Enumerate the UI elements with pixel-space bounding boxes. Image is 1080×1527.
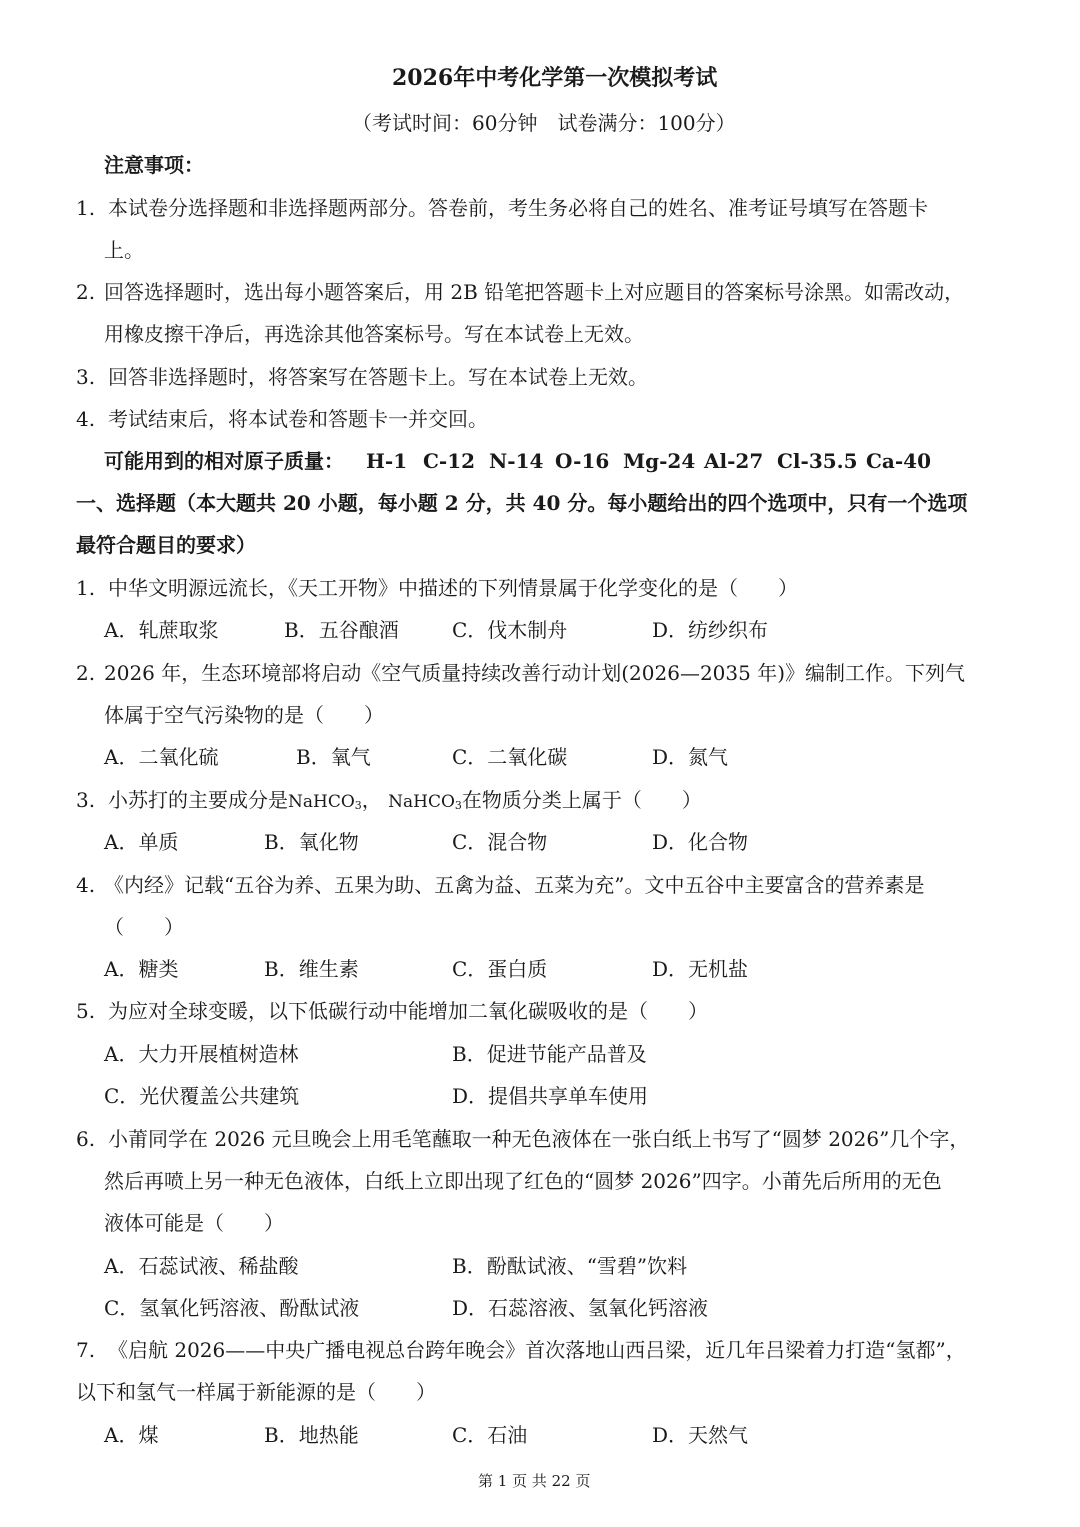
option-b: B．氧气 [296, 745, 371, 769]
notice-item-text: 本试卷分选择题和非选择题两部分。答卷前，考生务必将自己的姓名、准考证号填写在答题卡 [108, 196, 928, 220]
option-c: C．石油 [452, 1423, 528, 1447]
notice-item-text: 用橡皮擦干净后，再选涂其他答案标号。写在本试卷上无效。 [104, 322, 644, 346]
atomic-mass-value: C-12 [423, 449, 476, 473]
option-d: D．化合物 [652, 830, 749, 854]
notice-item-text: 考试结束后，将本试卷和答题卡一并交回。 [108, 407, 488, 431]
option-d: D．无机盐 [652, 957, 749, 981]
question-number: 5. [76, 999, 96, 1023]
question-text: 为应对全球变暖，以下低碳行动中能增加二氧化碳吸收的是（ ） [108, 999, 708, 1023]
option-d: D．提倡共享单车使用 [452, 1084, 649, 1108]
notice-item-text: 回答非选择题时，将答案写在答题卡上。写在本试卷上无效。 [108, 365, 648, 389]
question-number: 3. [76, 788, 96, 812]
atomic-mass-value: Mg-24 [623, 449, 696, 473]
question-number: 2. [76, 661, 96, 685]
notice-item-text: 上。 [104, 238, 144, 262]
question-number: 4. [76, 873, 96, 897]
option-a: A．煤 [104, 1423, 159, 1447]
option-a: A．轧蔗取浆 [104, 618, 219, 642]
option-b: B．酚酞试液、“雪碧”饮料 [452, 1254, 688, 1278]
notice-item-number: 2. [76, 280, 96, 304]
option-c: C．蛋白质 [452, 957, 548, 981]
atomic-mass-value: H-1 [366, 449, 408, 473]
exam-subtitle: （考试时间：60分钟 试卷满分：100分） [352, 111, 736, 135]
question-text: （ ） [104, 915, 184, 939]
question-text: 以下和氢气一样属于新能源的是（ ） [76, 1380, 436, 1404]
option-a: A．单质 [104, 830, 179, 854]
formula-subscript: 3 [354, 799, 362, 812]
chemical-formula: NaHCO [288, 792, 355, 812]
question-text: 《内经》记载“五谷为养、五果为助、五禽为益、五菜为充”。文中五谷中主要富含的营养素是 [104, 873, 925, 897]
option-b: B．五谷酿酒 [284, 618, 399, 642]
option-b: B．地热能 [264, 1423, 359, 1447]
section-heading: 最符合题目的要求） [76, 533, 256, 557]
option-d: D．纺纱织布 [652, 618, 769, 642]
page-footer: 第 1 页 共 22 页 [478, 1472, 591, 1490]
atomic-mass-value: Al-27 [704, 449, 764, 473]
question-number: 6. [76, 1127, 96, 1151]
section-heading: 一、选择题（本大题共 20 小题，每小题 2 分，共 40 分。每小题给出的四个选项中，只有一个选项 [76, 491, 968, 515]
atomic-mass-value: O-16 [555, 449, 610, 473]
question-text-part: 小苏打的主要成分是 [108, 788, 288, 812]
option-b: B．促进节能产品普及 [452, 1042, 647, 1066]
option-d: D．氮气 [652, 745, 729, 769]
notice-heading: 注意事项： [104, 153, 204, 177]
option-a: A．糖类 [104, 957, 179, 981]
question-number: 7. [76, 1338, 96, 1362]
question-text-part: ， [361, 788, 382, 812]
formula-subscript: 3 [454, 799, 462, 812]
option-b: B．维生素 [264, 957, 359, 981]
question-text: 然后再喷上另一种无色液体，白纸上立即出现了红色的“圆梦 2026”四字。小莆先后所用的无色 [104, 1169, 942, 1193]
option-a: A．二氧化硫 [104, 745, 219, 769]
notice-item-number: 3. [76, 365, 96, 389]
option-c: C．二氧化碳 [452, 745, 568, 769]
option-c: C．光伏覆盖公共建筑 [104, 1084, 300, 1108]
atomic-mass-value: Ca-40 [866, 449, 932, 473]
question-text: 体属于空气污染物的是（ ） [104, 703, 384, 727]
chemical-formula: NaHCO [388, 792, 455, 812]
option-a: A．石蕊试液、稀盐酸 [104, 1254, 299, 1278]
option-b: B．氧化物 [264, 830, 359, 854]
option-c: C．氢氧化钙溶液、酚酞试液 [104, 1296, 360, 1320]
option-d: D．天然气 [652, 1423, 749, 1447]
notice-item-number: 4. [76, 407, 96, 431]
question-text: 《启航 2026——中央广播电视总台跨年晚会》首次落地山西吕梁，近几年吕梁着力打造“氢都”， [108, 1338, 966, 1362]
option-a: A．大力开展植树造林 [104, 1042, 299, 1066]
question-text [108, 785, 702, 821]
atomic-mass-value: Cl-35.5 [777, 449, 858, 473]
exam-title: 2026年中考化学第一次模拟考试 [392, 65, 718, 91]
question-text-part: 在物质分类上属于（ ） [461, 788, 702, 812]
notice-item-number: 1. [76, 196, 96, 220]
question-text: 中华文明源远流长，《天工开物》中描述的下列情景属于化学变化的是（ ） [108, 576, 798, 600]
option-c: C．混合物 [452, 830, 548, 854]
question-text: 小莆同学在 2026 元旦晚会上用毛笔蘸取一种无色液体在一张白纸上书写了“圆梦 2026”几个字， [108, 1127, 970, 1151]
notice-item-text: 回答选择题时，选出每小题答案后，用 2B 铅笔把答题卡上对应题目的答案标号涂黑。如需改动， [104, 280, 965, 304]
option-c: C．伐木制舟 [452, 618, 568, 642]
question-number: 1. [76, 576, 96, 600]
atomic-mass-value: N-14 [489, 449, 544, 473]
question-text: 2026 年，生态环境部将启动《空气质量持续改善行动计划(2026—2035 年)》编制工作。下列气 [104, 661, 966, 685]
question-text: 液体可能是（ ） [104, 1211, 284, 1235]
atomic-mass-label: 可能用到的相对原子质量： [104, 449, 344, 473]
option-d: D．石蕊溶液、氢氧化钙溶液 [452, 1296, 709, 1320]
